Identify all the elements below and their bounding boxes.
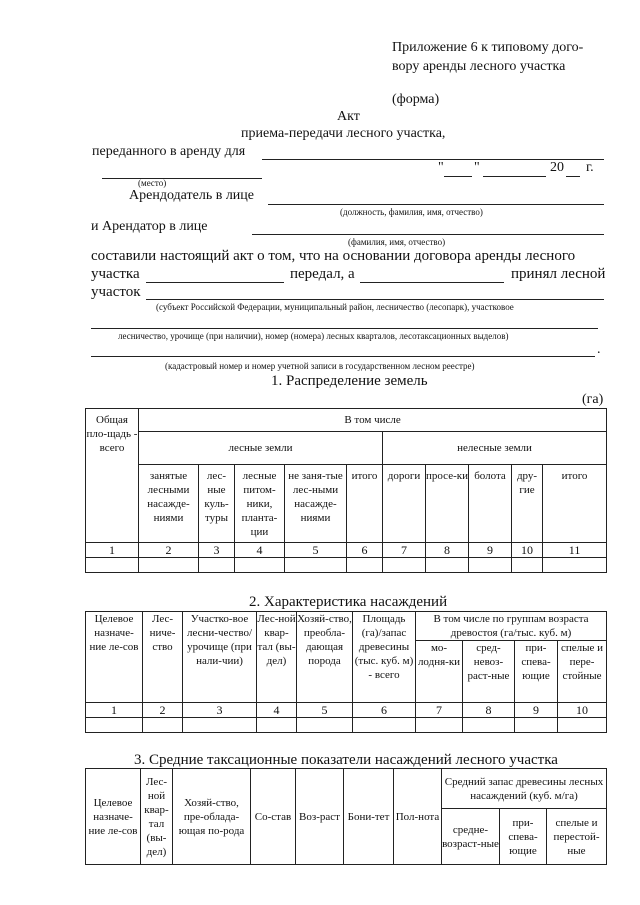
data-cell[interactable] bbox=[347, 558, 383, 573]
stands-characteristics-table bbox=[85, 611, 607, 733]
s2-col-district: Участко-вое лесни-чество/ урочище (при нали-чии) bbox=[183, 612, 257, 703]
cadastral-caption: (кадастровый номер и номер учетной записи в государственном лесном реестре) bbox=[165, 361, 475, 371]
data-cell[interactable] bbox=[469, 558, 512, 573]
data-cell[interactable] bbox=[543, 558, 607, 573]
section1-title: 1. Распределение земель bbox=[271, 373, 428, 389]
data-cell[interactable] bbox=[558, 718, 607, 733]
location-underline1[interactable] bbox=[146, 299, 604, 300]
s2-col-middle: сред-невоз-раст-ные bbox=[463, 641, 515, 703]
s2-col-forestry: Лес-ниче-ство bbox=[143, 612, 183, 703]
data-cell[interactable] bbox=[183, 718, 257, 733]
data-cell[interactable] bbox=[426, 558, 469, 573]
s2-age-groups-header: В том числе по группам возраста древостоя (га/тыс. куб. м) bbox=[416, 612, 607, 641]
form-label: (форма) bbox=[392, 92, 440, 107]
data-cell[interactable] bbox=[235, 558, 285, 573]
section2-title: 2. Характеристика насаждений bbox=[249, 594, 448, 610]
cadastral-period: . bbox=[597, 342, 601, 357]
date-month-underline[interactable] bbox=[483, 176, 546, 177]
place-underline[interactable] bbox=[102, 178, 262, 179]
col-occupied: занятые лесными насажде-ниями bbox=[139, 465, 199, 543]
date-year-suffix: г. bbox=[586, 160, 594, 175]
taxation-indicators-table bbox=[85, 768, 607, 865]
forest-lands-header: лесные земли bbox=[139, 432, 383, 465]
num-cell: 5 bbox=[285, 543, 347, 558]
s3-col-mature: спелые и перестой-ные bbox=[547, 809, 607, 865]
data-cell[interactable] bbox=[416, 718, 463, 733]
date-quote-close: " bbox=[474, 160, 480, 175]
body-text2a: участка bbox=[91, 266, 140, 282]
col-other: дру-гие bbox=[512, 465, 543, 543]
col-swamps: болота bbox=[469, 465, 512, 543]
incl-header: В том числе bbox=[139, 409, 607, 432]
num-cell: 10 bbox=[512, 543, 543, 558]
cadastral-underline[interactable] bbox=[91, 356, 595, 357]
s2-col-quarter: Лес-ной квар-тал (вы-дел) bbox=[257, 612, 297, 703]
location-underline2[interactable] bbox=[91, 328, 598, 329]
title-line2: приема-передачи лесного участка, bbox=[241, 126, 446, 141]
date-quote-open: " bbox=[438, 160, 444, 175]
landlord-caption: (должность, фамилия, имя, отчество) bbox=[340, 207, 483, 217]
land-distribution-table bbox=[85, 408, 607, 573]
s2-col-young: мо-лодня-ки bbox=[416, 641, 463, 703]
num-cell: 11 bbox=[543, 543, 607, 558]
s2-col-mature: спелые и пере-стойные bbox=[558, 641, 607, 703]
num-cell: 4 bbox=[235, 543, 285, 558]
tenant-underline[interactable] bbox=[252, 234, 604, 235]
col-cultures: лес-ные куль-туры bbox=[199, 465, 235, 543]
section3-title: 3. Средние таксационные показатели насаждений лесного участка bbox=[134, 752, 558, 768]
data-cell[interactable] bbox=[353, 718, 416, 733]
col-nurseries: лесные питом-ники, планта-ции bbox=[235, 465, 285, 543]
num-cell: 5 bbox=[297, 703, 353, 718]
s3-col-bonitet: Бони-тет bbox=[344, 769, 394, 865]
num-cell: 6 bbox=[347, 543, 383, 558]
data-cell[interactable] bbox=[463, 718, 515, 733]
s3-col-purpose: Целевое назначе-ние ле-сов bbox=[86, 769, 141, 865]
col-forest-total: итого bbox=[347, 465, 383, 543]
data-cell[interactable] bbox=[139, 558, 199, 573]
location-caption2: лесничество, урочище (при наличии), номер (номера) лесных кварталов, лесотаксационных выделов) bbox=[118, 331, 509, 341]
s2-col-purpose: Целевое назначе-ние ле-сов bbox=[86, 612, 143, 703]
num-cell: 2 bbox=[139, 543, 199, 558]
tenant-name-underline[interactable] bbox=[360, 282, 504, 283]
s2-col-species: Хозяй-ство, преобла-дающая порода bbox=[297, 612, 353, 703]
date-year-underline[interactable] bbox=[566, 176, 580, 177]
s3-col-ripening: при-спева-ющие bbox=[500, 809, 547, 865]
data-cell[interactable] bbox=[199, 558, 235, 573]
tenant-caption: (фамилия, имя, отчество) bbox=[348, 237, 446, 247]
col-not-occupied: не заня-тые лес-ными насажде-ниями bbox=[285, 465, 347, 543]
appendix-line1: Приложение 6 к типовому дого- bbox=[392, 40, 584, 55]
landlord-name-underline[interactable] bbox=[146, 282, 284, 283]
body-text2c: принял лесной bbox=[511, 266, 606, 282]
s3-col-age: Воз-раст bbox=[296, 769, 344, 865]
s3-col-composition: Со-став bbox=[251, 769, 296, 865]
landlord-underline[interactable] bbox=[268, 204, 604, 205]
num-cell: 7 bbox=[383, 543, 426, 558]
num-cell: 1 bbox=[86, 543, 139, 558]
data-cell[interactable] bbox=[86, 718, 143, 733]
title-act: Акт bbox=[337, 109, 360, 124]
num-cell: 9 bbox=[515, 703, 558, 718]
num-cell: 8 bbox=[463, 703, 515, 718]
col-total-area: Общая пло-щадь - всего bbox=[86, 409, 139, 543]
date-year: 20 bbox=[550, 160, 564, 175]
location-caption1: (субъект Российской Федерации, муниципальный район, лесничество (лесопарк), участковое bbox=[156, 302, 514, 312]
col-nonforest-total: итого bbox=[543, 465, 607, 543]
num-cell: 1 bbox=[86, 703, 143, 718]
num-cell: 6 bbox=[353, 703, 416, 718]
s3-col-density: Пол-нота bbox=[394, 769, 442, 865]
data-cell[interactable] bbox=[515, 718, 558, 733]
s3-stock-header: Средний запас древесины лесных насаждений (куб. м/га) bbox=[442, 769, 607, 809]
landlord-label: Арендодатель в лице bbox=[129, 188, 255, 203]
date-day-underline[interactable] bbox=[444, 176, 472, 177]
data-cell[interactable] bbox=[285, 558, 347, 573]
body-text1: составили настоящий акт о том, что на основании договора аренды лесного bbox=[91, 248, 576, 264]
title-line3: переданного в аренду для bbox=[92, 144, 246, 159]
data-cell[interactable] bbox=[512, 558, 543, 573]
num-cell: 3 bbox=[183, 703, 257, 718]
s2-col-ripening: при-спева-ющие bbox=[515, 641, 558, 703]
s3-col-middle: средне-возраст-ные bbox=[442, 809, 500, 865]
num-cell: 8 bbox=[426, 543, 469, 558]
num-cell: 3 bbox=[199, 543, 235, 558]
data-cell[interactable] bbox=[257, 718, 297, 733]
section1-unit: (га) bbox=[582, 392, 604, 407]
num-cell: 2 bbox=[143, 703, 183, 718]
col-roads: дороги bbox=[383, 465, 426, 543]
data-cell[interactable] bbox=[143, 718, 183, 733]
s3-col-quarter: Лес-ной квар-тал (вы-дел) bbox=[141, 769, 173, 865]
body-text3: участок bbox=[91, 284, 141, 300]
tenant-label: и Арендатор в лице bbox=[91, 219, 208, 234]
data-cell[interactable] bbox=[86, 558, 139, 573]
appendix-line2: вору аренды лесного участка bbox=[392, 59, 566, 74]
num-cell: 7 bbox=[416, 703, 463, 718]
s2-col-area: Площадь (га)/запас древесины (тыс. куб. м) - всего bbox=[353, 612, 416, 703]
place-caption: (место) bbox=[138, 178, 167, 188]
data-cell[interactable] bbox=[383, 558, 426, 573]
data-cell[interactable] bbox=[297, 718, 353, 733]
num-cell: 9 bbox=[469, 543, 512, 558]
col-clearings: просе-ки bbox=[426, 465, 469, 543]
body-text2b: передал, а bbox=[290, 266, 355, 282]
num-cell: 4 bbox=[257, 703, 297, 718]
num-cell: 10 bbox=[558, 703, 607, 718]
s3-col-species: Хозяй-ство, пре-облада-ющая по-рода bbox=[173, 769, 251, 865]
nonforest-lands-header: нелесные земли bbox=[383, 432, 607, 465]
